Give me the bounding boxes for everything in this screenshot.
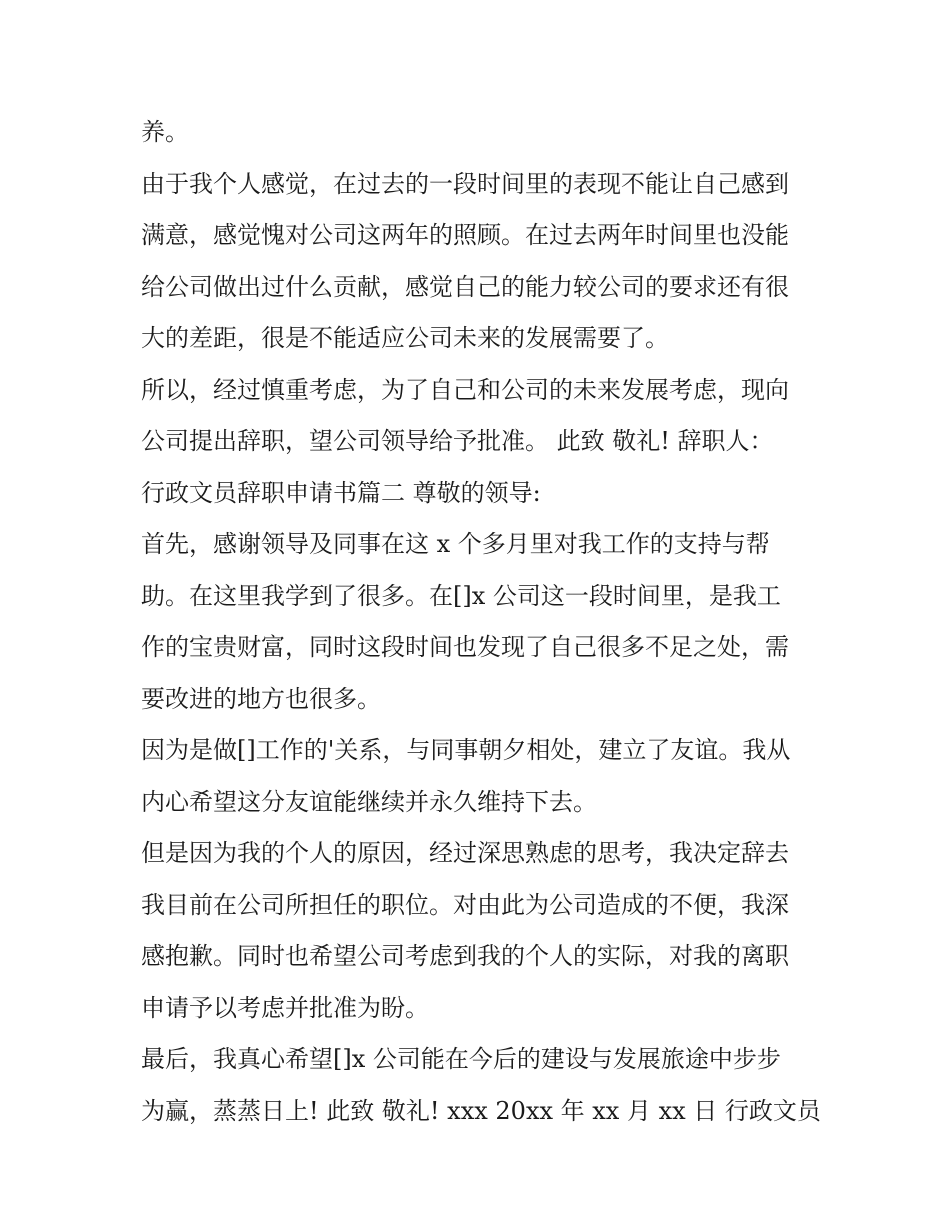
text-line: 养。	[141, 118, 189, 146]
text-line: 因为是做[]工作的'关系，与同事朝夕相处，建立了友谊。我从	[141, 736, 791, 764]
text-line: 首先，感谢领导及同事在这 x 个多月里对我工作的支持与帮	[141, 530, 770, 558]
text-line: 助。在这里我学到了很多。在[]x 公司这一段时间里，是我工	[141, 581, 781, 610]
text-line: 要改进的地方也很多。	[141, 684, 381, 713]
text-line: 感抱歉。同时也希望公司考虑到我的个人的实际，对我的离职	[141, 942, 789, 970]
text-line: 申请予以考虑并批准为盼。	[141, 993, 429, 1022]
text-line: 所以，经过慎重考虑，为了自己和公司的未来发展考虑，现向	[141, 375, 789, 404]
text-line: 最后，我真心希望[]x 公司能在今后的建设与发展旅途中步步	[141, 1045, 781, 1073]
text-line: 大的差距，很是不能适应公司未来的发展需要了。	[141, 324, 669, 352]
text-line: 给公司做出过什么贡献，感觉自己的能力较公司的要求还有很	[141, 272, 789, 301]
text-line: 满意，感觉愧对公司这两年的照顾。在过去两年时间里也没能	[141, 221, 789, 249]
text-line: 作的宝贵财富，同时这段时间也发现了自己很多不足之处，需	[141, 633, 789, 661]
text-line: 公司提出辞职，望公司领导给予批准。 此致 敬礼! 辞职人：	[141, 427, 774, 455]
text-line: 但是因为我的个人的原因，经过深思熟虑的思考，我决定辞去	[141, 839, 789, 867]
text-line: 由于我个人感觉，在过去的一段时间里的表现不能让自己感到	[141, 169, 789, 198]
document-body	[141, 107, 821, 1137]
section-heading: 行政文员辞职申请书篇二 尊敬的领导:	[141, 478, 541, 507]
text-line: 内心希望这分友谊能继续并永久维持下去。	[141, 787, 597, 816]
text-line: 我目前在公司所担任的职位。对由此为公司造成的不便，我深	[141, 890, 789, 919]
text-line: 为赢，蒸蒸日上! 此致 敬礼! xxx 20xx 年 xx 月 xx 日 行政文员	[141, 1096, 821, 1125]
